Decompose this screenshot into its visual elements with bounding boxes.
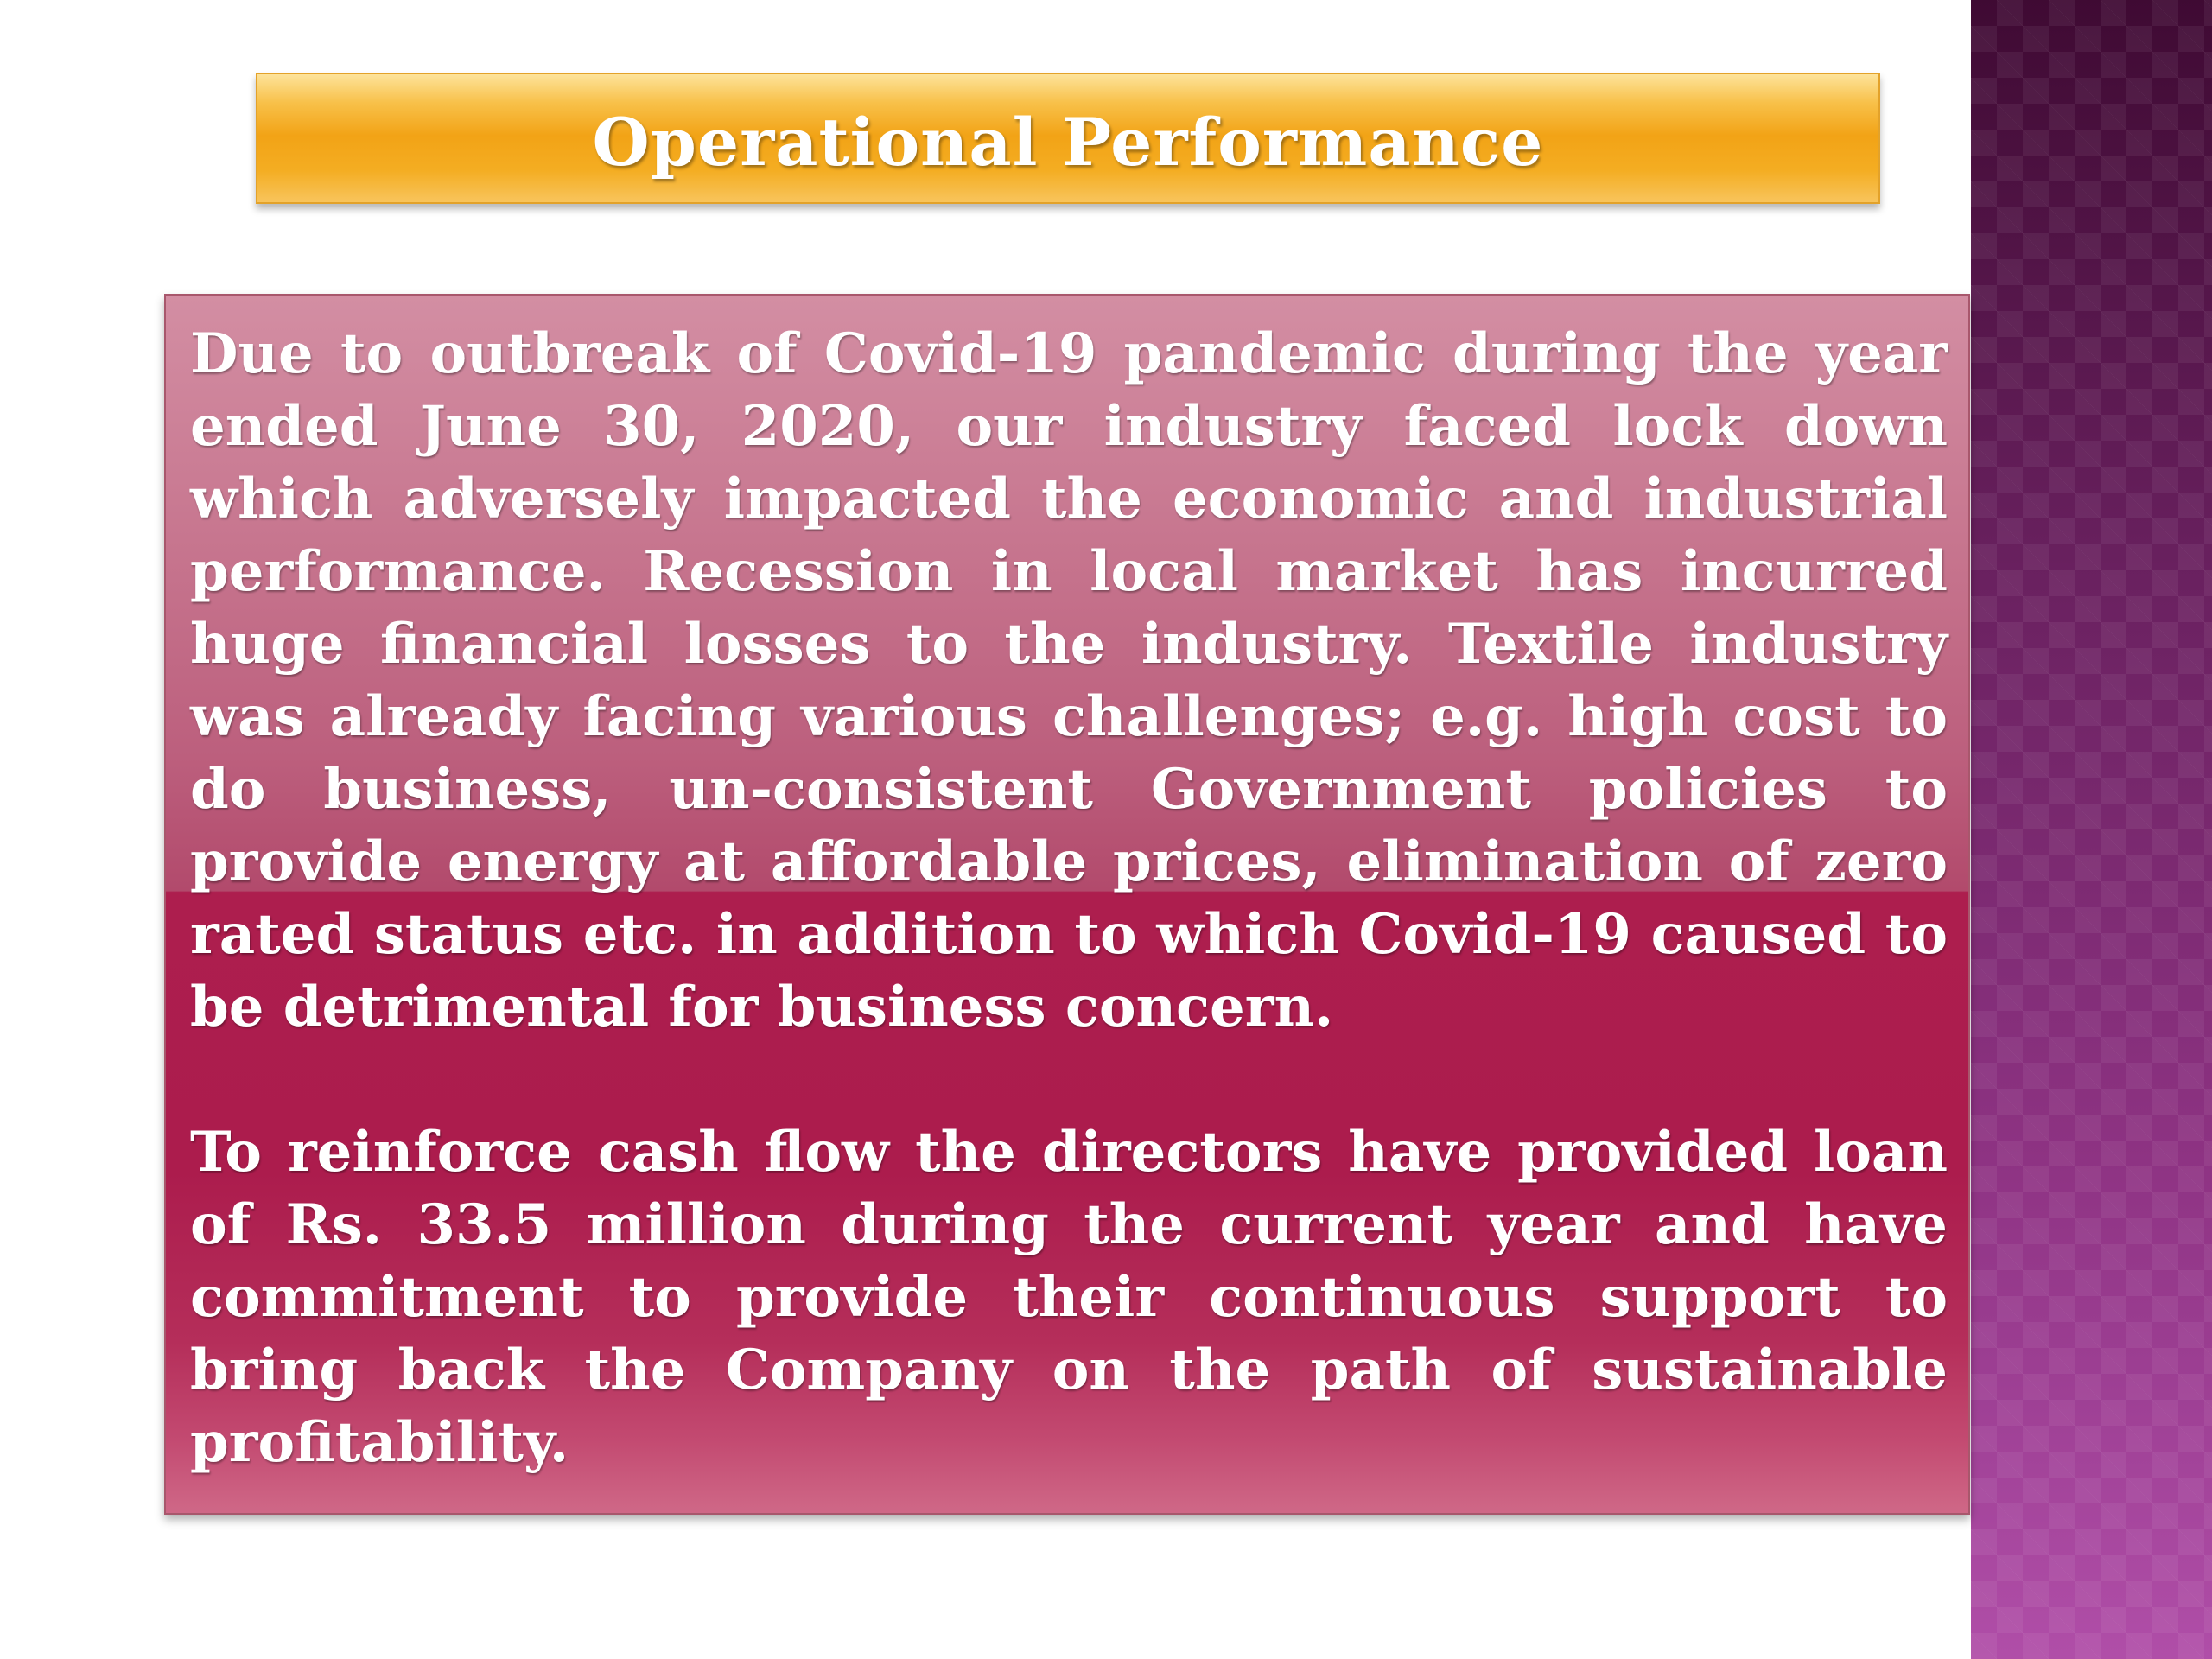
diamond-pattern xyxy=(1971,0,2212,1659)
paragraph-covid-impact: Due to outbreak of Covid-19 pandemic during the year ended June 30, 2020, our industry faced lock down which adversely impacted the economic and industrial performance. Recession in local market has incurred huge financial losses to the industry. Textile industry was already facing various challenges; e.g. high cost to do business, un-consistent Government policies to provide energy at affordable prices, elimination of zero rated status etc. in addition to which Covid-19 caused to be detrimental for business concern. xyxy=(190,321,1948,1039)
title-banner xyxy=(256,73,1880,204)
slide-title: Operational Performance xyxy=(592,103,1544,181)
content-box xyxy=(164,294,1970,1515)
side-decorative-band xyxy=(1971,0,2212,1659)
paragraph-cash-flow: To reinforce cash flow the directors have provided loan of Rs. 33.5 million during the current year and have commitment to provide their continuous support to bring back the Company on the path of sustainable profitability. xyxy=(190,1120,1948,1475)
